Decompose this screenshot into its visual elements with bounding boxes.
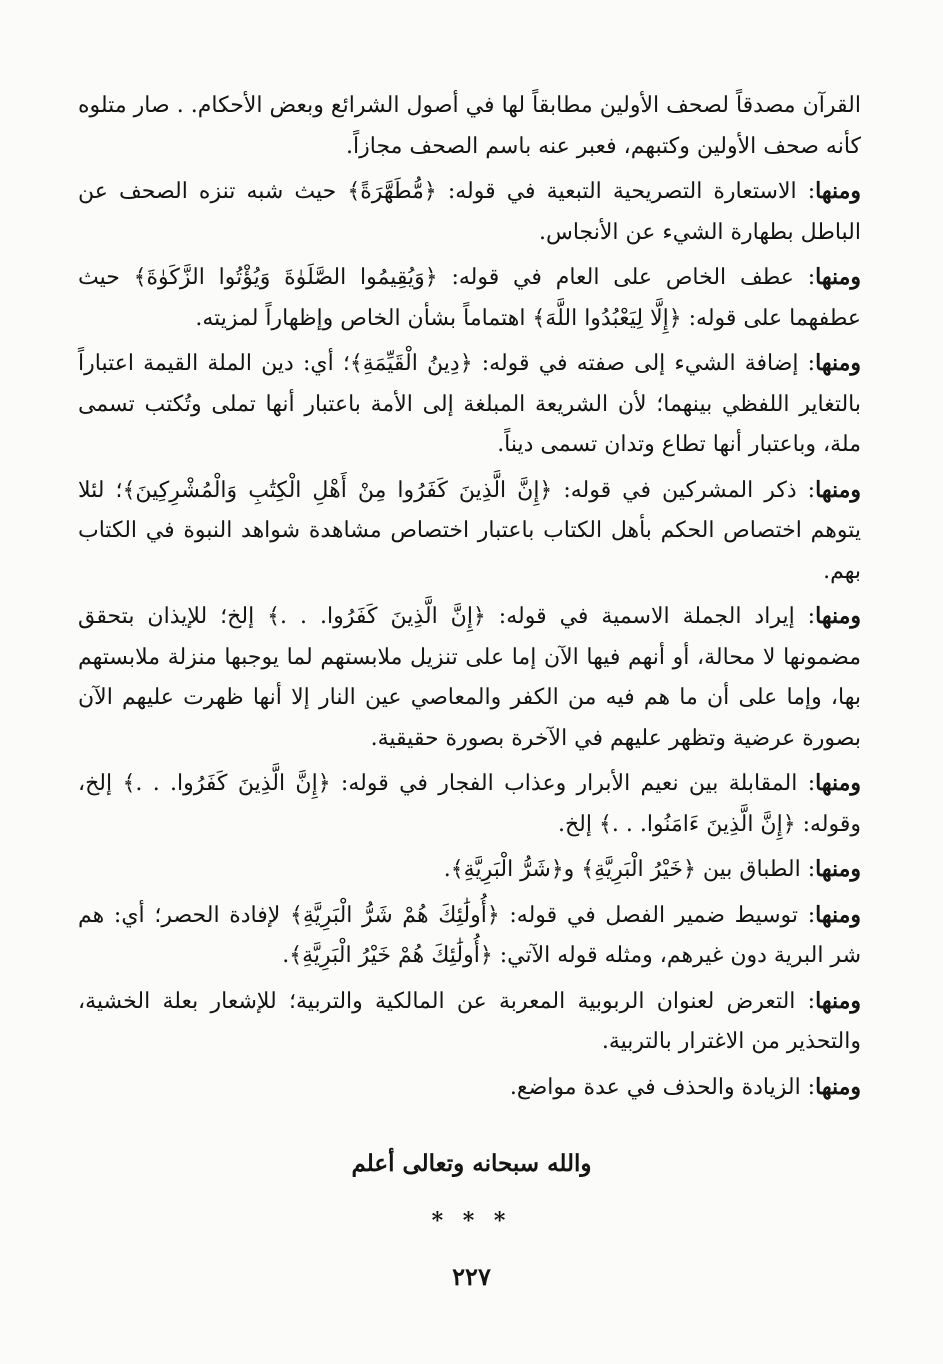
body-text xyxy=(78,86,861,1112)
paragraph-4 xyxy=(78,343,861,466)
paragraph-text: : توسيط ضمير الفصل في قوله: ﴿أُولَٰئِكَ هُمْ شَرُّ الْبَرِيَّةِ﴾ لإفادة الحصر؛ أي: هم شر البرية دون غيرهم، ومثله قوله الآتي: ﴿أُولَٰئِكَ هُمْ خَيْرُ الْبَرِيَّةِ﴾. xyxy=(78,902,861,968)
paragraph-lead: ومنها xyxy=(815,350,861,376)
paragraph-6 xyxy=(78,596,861,759)
paragraph-9 xyxy=(78,895,861,977)
paragraph-text: : المقابلة بين نعيم الأبرار وعذاب الفجار في قوله: ﴿إِنَّ الَّذِينَ كَفَرُوا. . .﴾ إلخ، وقوله: ﴿إِنَّ الَّذِينَ ءَامَنُوا. . .﴾ إلخ. xyxy=(78,771,861,837)
paragraph-lead: ومنها xyxy=(815,1073,861,1100)
page-number: ٢٢٧ xyxy=(452,1262,491,1291)
paragraph-text: : إضافة الشيء إلى صفته في قوله: ﴿دِينُ الْقَيِّمَةِ﴾؛ أي: دين الملة القيمة اعتباراً بالتغاير اللفظي بينهما؛ لأن الشريعة المبلغة إلى الأمة باعتبار أنها تملى وتُكتب تسمى ملة، وباعتبار أنها تطاع وتدان تسمى ديناً. xyxy=(78,351,861,457)
paragraph-10 xyxy=(78,981,861,1063)
closing-line: والله سبحانه وتعالى أعلم xyxy=(351,1150,592,1177)
section-separator: * * * xyxy=(431,1208,512,1234)
paragraph-lead: ومنها xyxy=(815,856,861,882)
paragraph-lead: ومنها xyxy=(815,476,861,503)
paragraph-text: : الاستعارة التصريحية التبعية في قوله: ﴿مُّطَهَّرَةً﴾ حيث شبه تنزه الصحف عن الباطل بطهارة الشيء عن الأنجاس. xyxy=(78,179,861,245)
paragraph-lead: ومنها xyxy=(815,901,861,928)
paragraph-lead: ومنها xyxy=(815,770,861,796)
paragraph-text: : ذكر المشركين في قوله: ﴿إِنَّ الَّذِينَ كَفَرُوا مِنْ أَهْلِ الْكِتَٰبِ وَالْمُشْرِكِينَ﴾؛ لئلا يتوهم اختصاص الحكم بأهل الكتاب باعتبار اختصاص مشاهدة شواهد النبوة في الكتاب بهم. xyxy=(78,477,861,584)
paragraph-3 xyxy=(78,257,861,339)
paragraph-lead: ومنها xyxy=(815,987,861,1014)
paragraph-5 xyxy=(78,470,861,593)
paragraph-text: : إيراد الجملة الاسمية في قوله: ﴿إِنَّ الَّذِينَ كَفَرُوا. . .﴾ إلخ؛ للإيذان بتحقق مضمونها لا محالة، أو أنهم فيها الآن إما على تنزيل ملابستهم لما يوجبها منزلة ملابستهم بها، وإما على أن ما هم فيه من الكفر والمعاصي عين النار إلا أنها ظهرت عليهم الآن بصورة عرضية وتظهر عليهم في الآخرة بصورة حقيقية. xyxy=(78,604,861,751)
paragraph-lead: ومنها xyxy=(815,178,861,204)
paragraph-lead: ومنها xyxy=(815,264,861,290)
paragraph-11 xyxy=(78,1067,861,1109)
paragraph-8 xyxy=(78,849,861,891)
paragraph-1: القرآن مصدقاً لصحف الأولين مطابقاً لها في أصول الشرائع وبعض الأحكام. . صار متلوه كأنه صحف الأولين وكتبهم، فعبر عنه باسم الصحف مجازاً. xyxy=(78,93,861,159)
paragraph-text: : الزيادة والحذف في عدة مواضع. xyxy=(509,1074,816,1100)
paragraph-text: : التعرض لعنوان الربوبية المعربة عن المالكية والتربية؛ للإشعار بعلة الخشية، والتحذير من الاغترار بالتربية. xyxy=(78,988,861,1054)
paragraph-text: : عطف الخاص على العام في قوله: ﴿وَيُقِيمُوا الصَّلَوٰةَ وَيُؤْتُوا الزَّكَوٰةَ﴾ حيث عطفهما على قوله: ﴿إِلَّا لِيَعْبُدُوا اللَّهَ﴾ اهتماماً بشأن الخاص وإظهاراً لمزيته. xyxy=(78,265,861,331)
paragraph-2 xyxy=(78,171,861,253)
paragraph-text: : الطباق بين ﴿خَيْرُ الْبَرِيَّةِ﴾ و﴿شَرُّ الْبَرِيَّةِ﴾. xyxy=(443,857,816,882)
paragraph-lead: ومنها xyxy=(815,603,861,629)
paragraph-7 xyxy=(78,763,861,845)
